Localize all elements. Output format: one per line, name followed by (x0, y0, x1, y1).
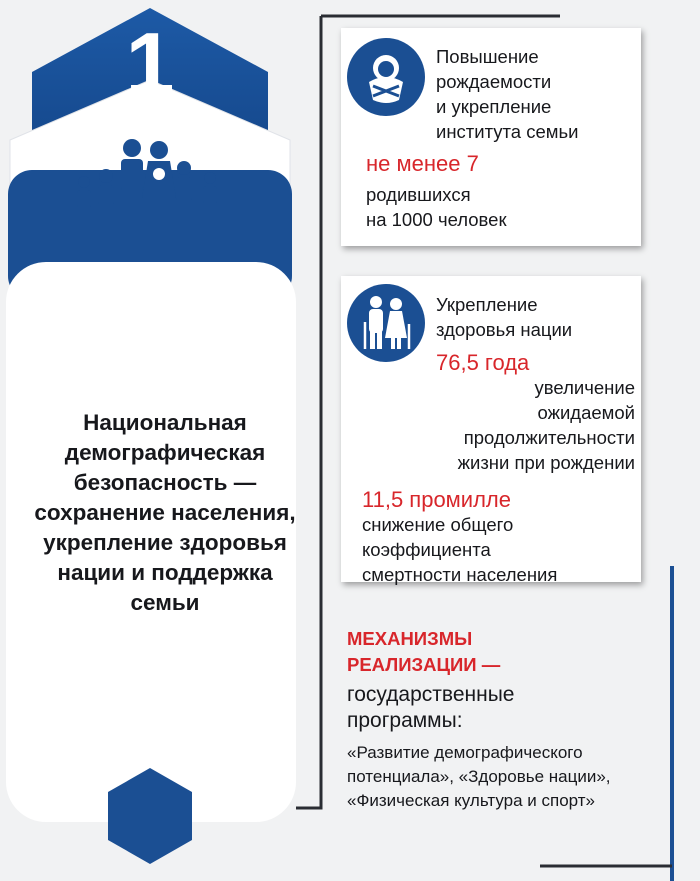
step-number: 1 (125, 14, 175, 113)
family-icon (72, 138, 228, 220)
mechanisms-subtitle: государственные программы: (347, 683, 515, 732)
mortality-value: 11,5 промилле (362, 487, 512, 512)
main-title: Национальная демографическая безопасность — сохранение населения, укрепление здоровья нации и поддержка семьи (34, 410, 296, 615)
mechanisms-programs: «Развитие демографического потенциала», «Здоровье нации», «Физическая культура и спорт» (347, 743, 611, 810)
birth-rate-heading: Повышение рождаемости и укрепление института семьи (436, 46, 579, 142)
elderly-couple-icon (347, 284, 425, 362)
mortality-description: снижение общего коэффициента смертности населения (362, 514, 558, 585)
mechanisms-title: МЕХАНИЗМЫ РЕАЛИЗАЦИИ — (347, 628, 501, 675)
birth-rate-description: родившихся на 1000 человек (366, 184, 507, 230)
life-expectancy-description: увеличение ожидаемой продолжительности жизни при рождении (457, 377, 635, 473)
health-heading: Укрепление здоровья нации (436, 294, 573, 340)
life-expectancy-value: 76,5 года (436, 350, 530, 375)
baby-icon (347, 38, 425, 116)
birth-rate-value: не менее 7 (366, 151, 479, 176)
